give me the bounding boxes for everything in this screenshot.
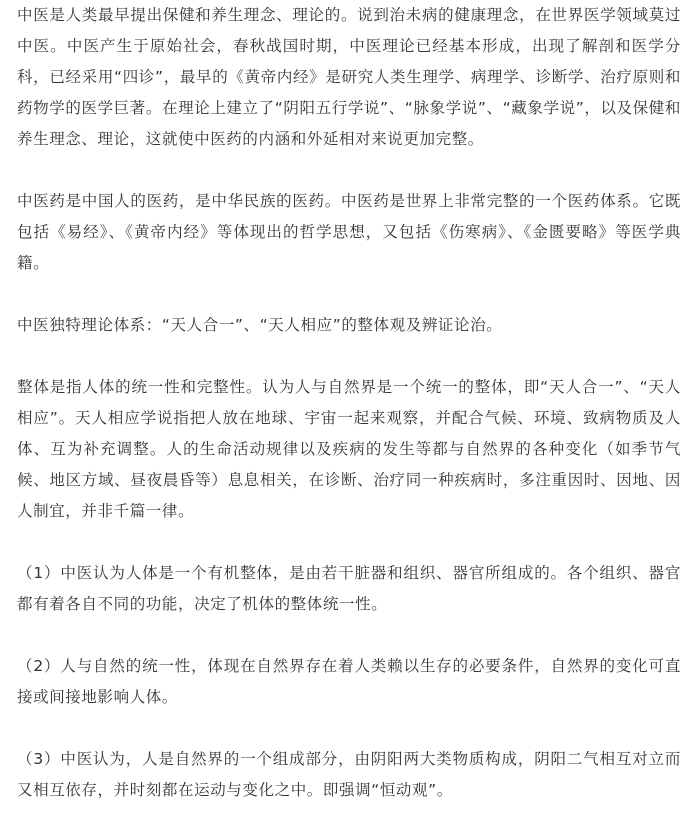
paragraph-tcm-system: 中医药是中国人的医药，是中华民族的医药。中医药是世界上非常完整的一个医药体系。它既包括《易经》、《黄帝内经》等体现出的哲学思想，又包括《伤寒病》、《金匮要略》等医学典籍。: [17, 192, 681, 272]
paragraph-point-1: （1）中医认为人体是一个有机整体，是由若干脏器和组织、器官所组成的。各个组织、器官都有着各自不同的功能，决定了机体的整体统一性。: [17, 564, 681, 613]
paragraph-spacer: [17, 620, 681, 651]
paragraph-spacer: [17, 341, 681, 372]
paragraph-spacer: [17, 527, 681, 558]
paragraph-point-2: （2）人与自然的统一性，体现在自然界存在着人类赖以生存的必要条件，自然界的变化可直接或间接地影响人体。: [17, 657, 681, 706]
paragraph-point-3: （3）中医认为，人是自然界的一个组成部分，由阴阳两大类物质构成，阴阳二气相互对立而又相互依存，并时刻都在运动与变化之中。即强调“恒动观”。: [17, 750, 681, 799]
paragraph-holism: 整体是指人体的统一性和完整性。认为人与自然界是一个统一的整体，即“天人合一”、“天人相应”。天人相应学说指把人放在地球、宇宙一起来观察，并配合气候、环境、致病物质及人体、互为补充调整。人的生命活动规律以及疾病的发生等都与自然界的各种变化（如季节气候、地区方域、昼夜晨昏等）息息相关，在诊断、治疗同一种疾病时，多注重因时、因地、因人制宜，并非千篇一律。: [17, 378, 681, 520]
paragraph-spacer: [17, 713, 681, 744]
paragraph-theory-system: 中医独特理论体系：“天人合一”、“天人相应”的整体观及辨证论治。: [17, 316, 503, 334]
article-body: [17, 0, 681, 806]
paragraph-spacer: [17, 279, 681, 310]
paragraph-spacer: [17, 155, 681, 186]
paragraph-origin-of-tcm: 中医是人类最早提出保健和养生理念、理论的。说到治未病的健康理念，在世界医学领域莫过中医。中医产生于原始社会，春秋战国时期，中医理论已经基本形成，出现了解剖和医学分科，已经采用“四诊”，最早的《黄帝内经》是研究人类生理学、病理学、诊断学、治疗原则和药物学的医学巨著。在理论上建立了“阴阳五行学说”、“脉象学说”、“藏象学说”，以及保健和养生理念、理论，这就使中医药的内涵和外延相对来说更加完整。: [17, 6, 681, 148]
